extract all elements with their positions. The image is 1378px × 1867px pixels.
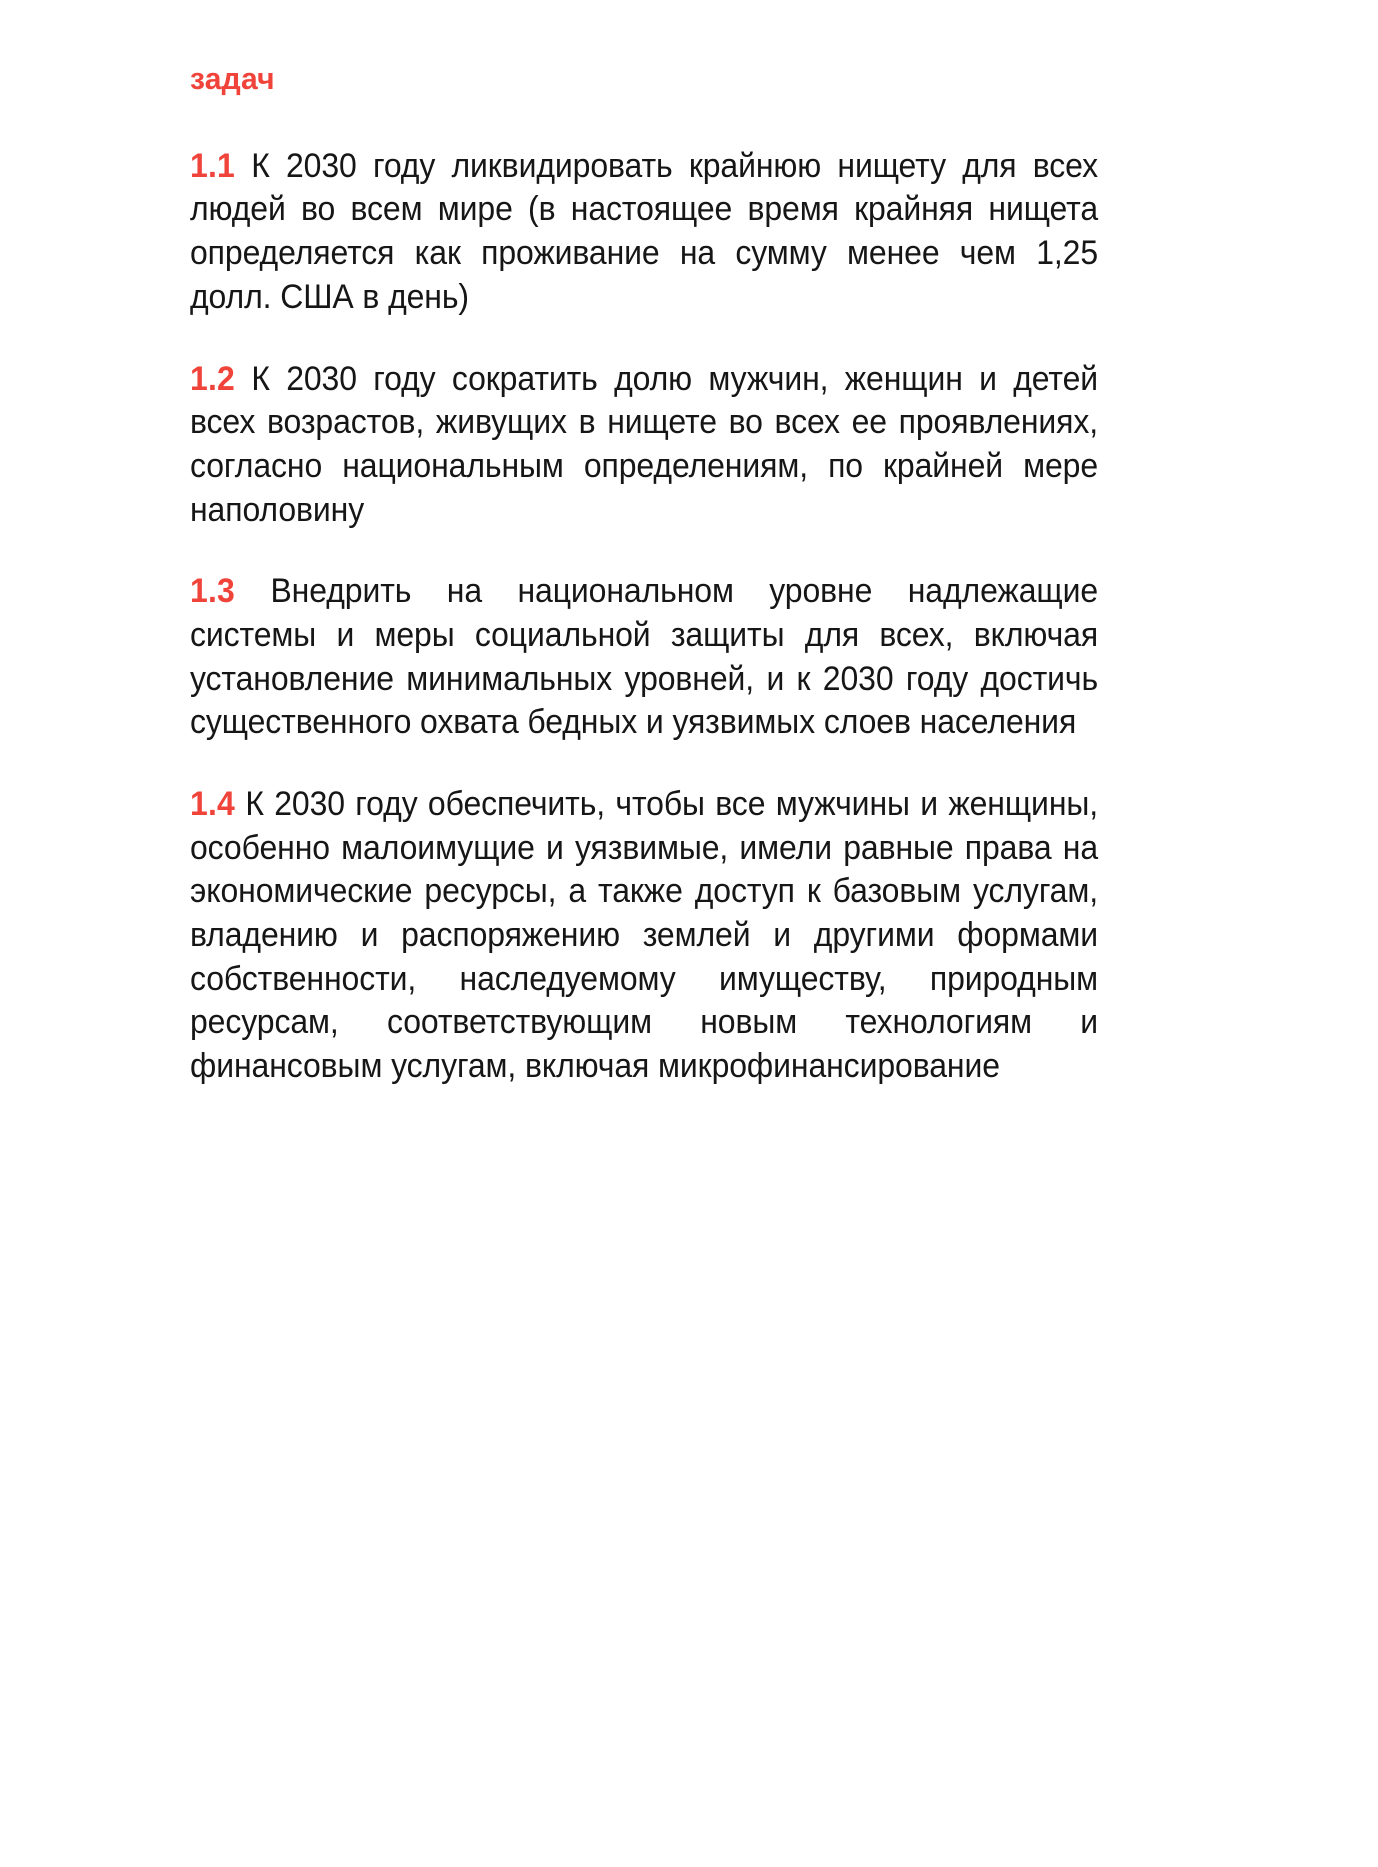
target-number: 1.3 (190, 572, 236, 611)
target-1-2 (190, 358, 1098, 533)
target-number: 1.2 (190, 359, 236, 398)
target-text: К 2030 году ликвидировать крайнюю нищету для всех людей во всем мире (в настоящее время крайняя нищета определяется как проживание на сумму менее чем 1,25 долл. США в день) (190, 146, 1099, 316)
target-1-1 (190, 145, 1098, 320)
target-number: 1.1 (190, 146, 236, 185)
target-1-4 (190, 783, 1098, 1089)
target-text: К 2030 году обеспечить, чтобы все мужчины и женщины, особенно малоимущие и уязвимые, имели равные права на экономические ресурсы, а также доступ к базовым услугам, владению и распоряжению землей и другими формами собственности, наследуемому имуществу, природным ресурсам, соответствующим новым технологиям и финансовым услугам, включая микрофинансирование (190, 785, 1099, 1086)
target-1-3 (190, 570, 1098, 745)
document-content (190, 60, 1098, 1089)
target-number: 1.4 (190, 785, 236, 823)
target-text: К 2030 году сократить долю мужчин, женщин и детей всех возрастов, живущих в нищете во всех ее проявлениях, согласно национальным определениям, по крайней мере наполовину (190, 359, 1099, 529)
target-text: Внедрить на национальном уровне надлежащие системы и меры социальной защиты для всех, включая установление минимальных уровней, и к 2030 году достичь существенного охвата бедных и уязвимых слоев населения (190, 572, 1099, 742)
section-heading: задач (190, 61, 275, 96)
